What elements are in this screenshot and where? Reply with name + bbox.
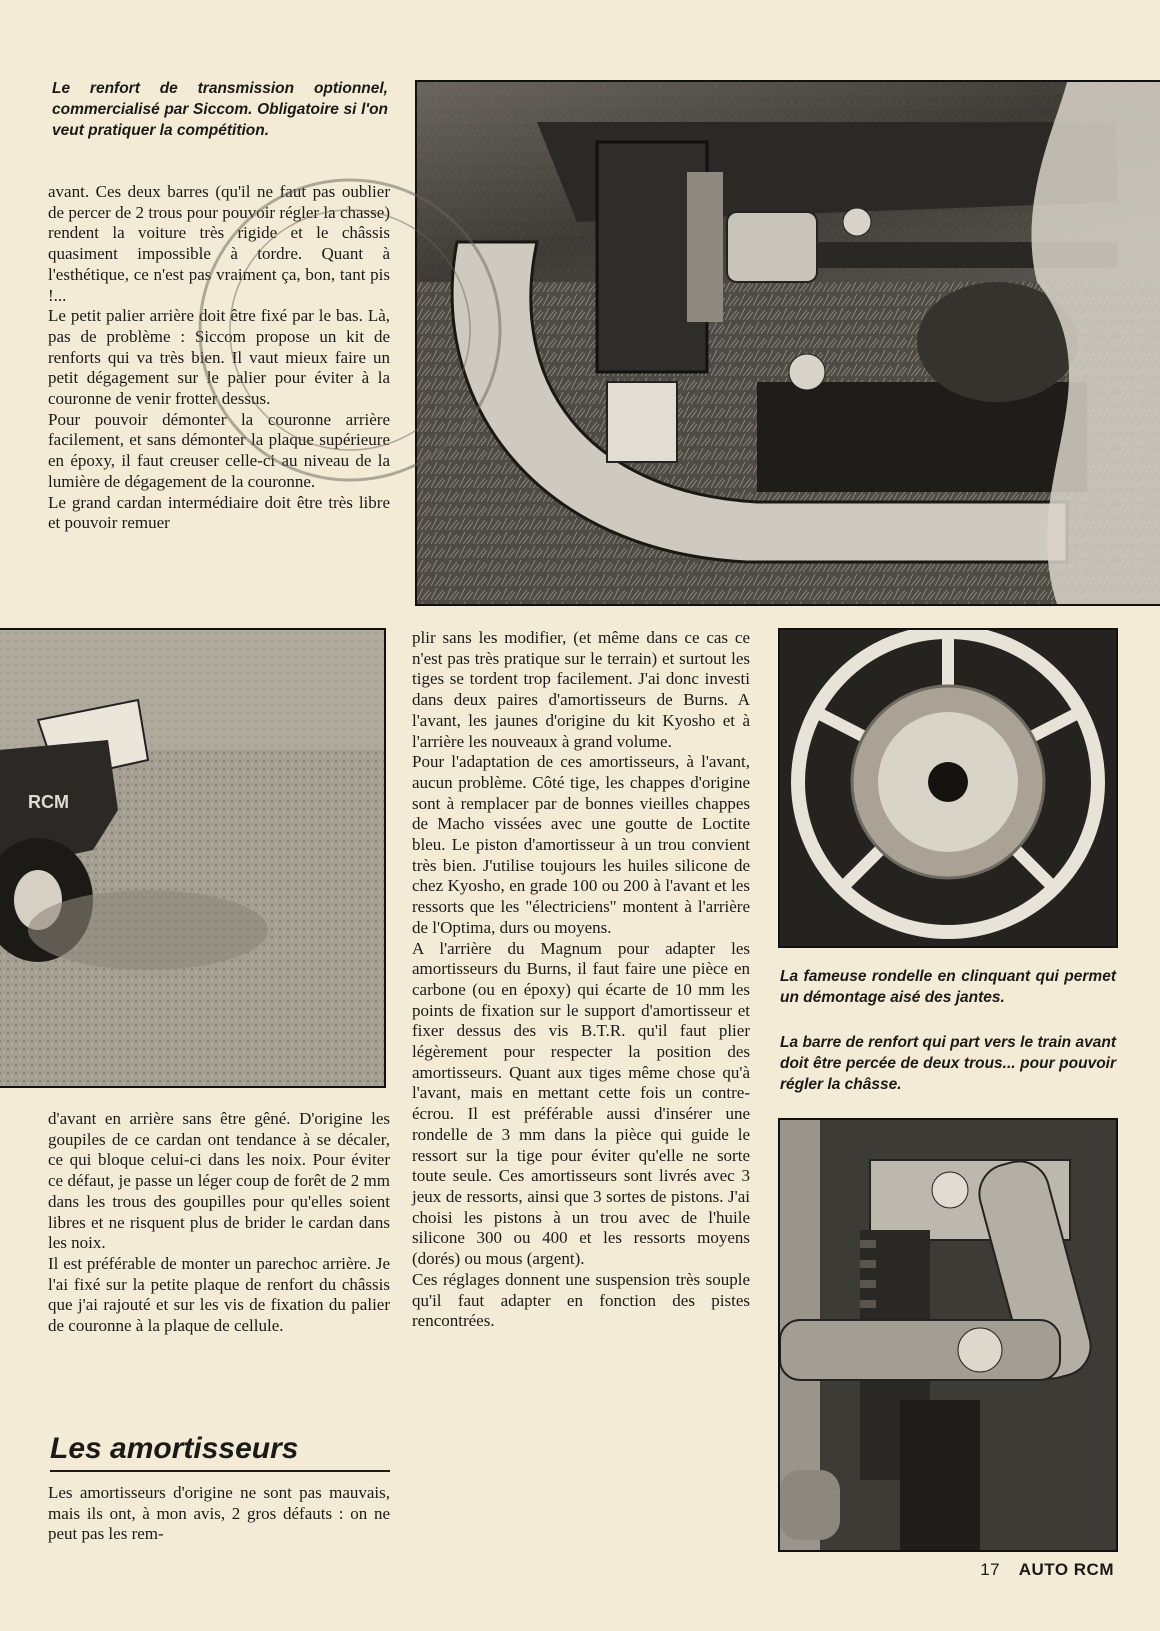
paragraph: avant. Ces deux barres (qu'il ne faut pas oublier de percer de 2 trous pour pouvoir régler la chasse) rendent la voiture très rigide et le châssis quasiment impossible à tordre. Quant à l'esthétique, ce n'est pas vraiment ça, bon, tant pis !... <box>48 182 390 305</box>
svg-text:RCM: RCM <box>28 792 69 812</box>
paragraph: Pour l'adaptation de ces amortisseurs, à l'avant, aucun problème. Côté tige, les chappes d'origine sont à remplacer par de bonnes vieilles chappes de Macho vissées avec une goutte de Loctite bleu. Le piston d'amortisseur à un trou convient très bien. J'utilise toujours les huiles silicone de chez Kyosho, en grade 100 ou 200 à l'avant et les ressorts que les "électriciens" montent à l'arrière de l'Optima, durs ou moyens. <box>412 752 750 937</box>
paragraph: Les amortisseurs d'origine ne sont pas mauvais, mais ils ont, à mon avis, 2 gros défauts : on ne peut pas les rem- <box>48 1483 390 1544</box>
paragraph: A l'arrière du Magnum pour adapter les amortisseurs du Burns, il faut faire une pièce en carbone (ou en époxy) qui écarte de 10 mm les points de fixation sur le support d'amortisseur et fixer dessus des vis B.T.R. qu'il faut plier légèrement pour respecter la position des amortisseurs. Quant aux tiges même chose qu'à l'avant, mais en mettant cette fois un contre-écrou. Il est préférable aussi d'insérer une rondelle de 3 mm dans la pièce qui guide le ressort sur la tige pour éviter qu'elle ne sorte toute seule. Ces amortisseurs sont livrés avec 3 jeux de ressorts, ainsi que 3 sortes de pistons. J'ai choisi les pistons à un trou avec de l'huile silicone 300 ou 400 et les ressorts moyens (dorés) ou mous (argent). <box>412 938 750 1269</box>
text-column-middle <box>412 628 750 1332</box>
wheel-washer-photo <box>778 628 1118 948</box>
paragraph: Ces réglages donnent une suspension très souple qu'il faut adapter en fonction des pistes rencontrées. <box>412 1269 750 1331</box>
text-column-left-bottom <box>48 1109 390 1337</box>
rc-car-on-dirt-photo <box>0 628 386 1088</box>
reinforcement-bar-photo <box>778 1118 1118 1552</box>
paragraph: Le grand cardan intermédiaire doit être très libre et pouvoir remuer <box>48 492 390 533</box>
paragraph: Le petit palier arrière doit être fixé par le bas. Là, pas de problème : Siccom propose un kit de renforts qui va très bien. Il vaut mieux faire un petit dégagement sur le palier pour éviter à la couronne de venir frotter dessus. <box>48 306 390 409</box>
paragraph: Pour pouvoir démonter la couronne arrière facilement, et sans démonter la plaque supérieure en époxy, il faut creuser celle-ci au niveau de la lumière de dégagement de la couronne. <box>48 409 390 491</box>
section-title-amortisseurs: Les amortisseurs <box>50 1432 390 1472</box>
caption-reinforcement-bar: La barre de renfort qui part vers le train avant doit être percée de deux trous... pour pouvoir régler la châsse. <box>780 1034 1116 1093</box>
paragraph: d'avant en arrière sans être gêné. D'origine les goupiles de ce cardan ont tendance à se décaler, ce qui bloque celui-ci dans les noix. Pour éviter ce défaut, je passe un léger coup de forêt de 2 mm dans les trous des goupilles pour qu'elles soient libres et ne risquent plus de brider le cardan dans les noix. <box>48 1109 390 1253</box>
transmission-reinforcement-photo <box>415 80 1160 606</box>
text-column-left-top <box>48 182 390 534</box>
paragraph: Il est préférable de monter un parechoc arrière. Je l'ai fixé sur la petite plaque de renfort du châssis que j'ai rajouté et sur les vis de fixation du palier de couronne à la plaque de cellule. <box>48 1253 390 1336</box>
page-footer <box>980 1560 1114 1580</box>
paragraph: plir sans les modifier, (et même dans ce cas ce n'est pas très pratique sur le terrain) et surtout les tiges se tordent trop facilement. J'ai donc investi dans deux paires d'amortisseurs de Burns. A l'avant, les jaunes d'origine du kit Kyosho et à l'arrière les nouveaux à grand volume. <box>412 628 750 751</box>
caption-washer: La fameuse rondelle en clinquant qui permet un démontage aisé des jantes. <box>780 968 1116 1006</box>
text-column-left-after-title <box>48 1483 390 1545</box>
faded-header-bleed <box>40 26 1140 86</box>
magazine-name: AUTO RCM <box>1018 1560 1114 1579</box>
page-number: 17 <box>980 1560 1001 1579</box>
caption-transmission-reinforcement: Le renfort de transmission optionnel, commercialisé par Siccom. Obligatoire si l'on veut pratiquer la compétition. <box>52 80 388 139</box>
